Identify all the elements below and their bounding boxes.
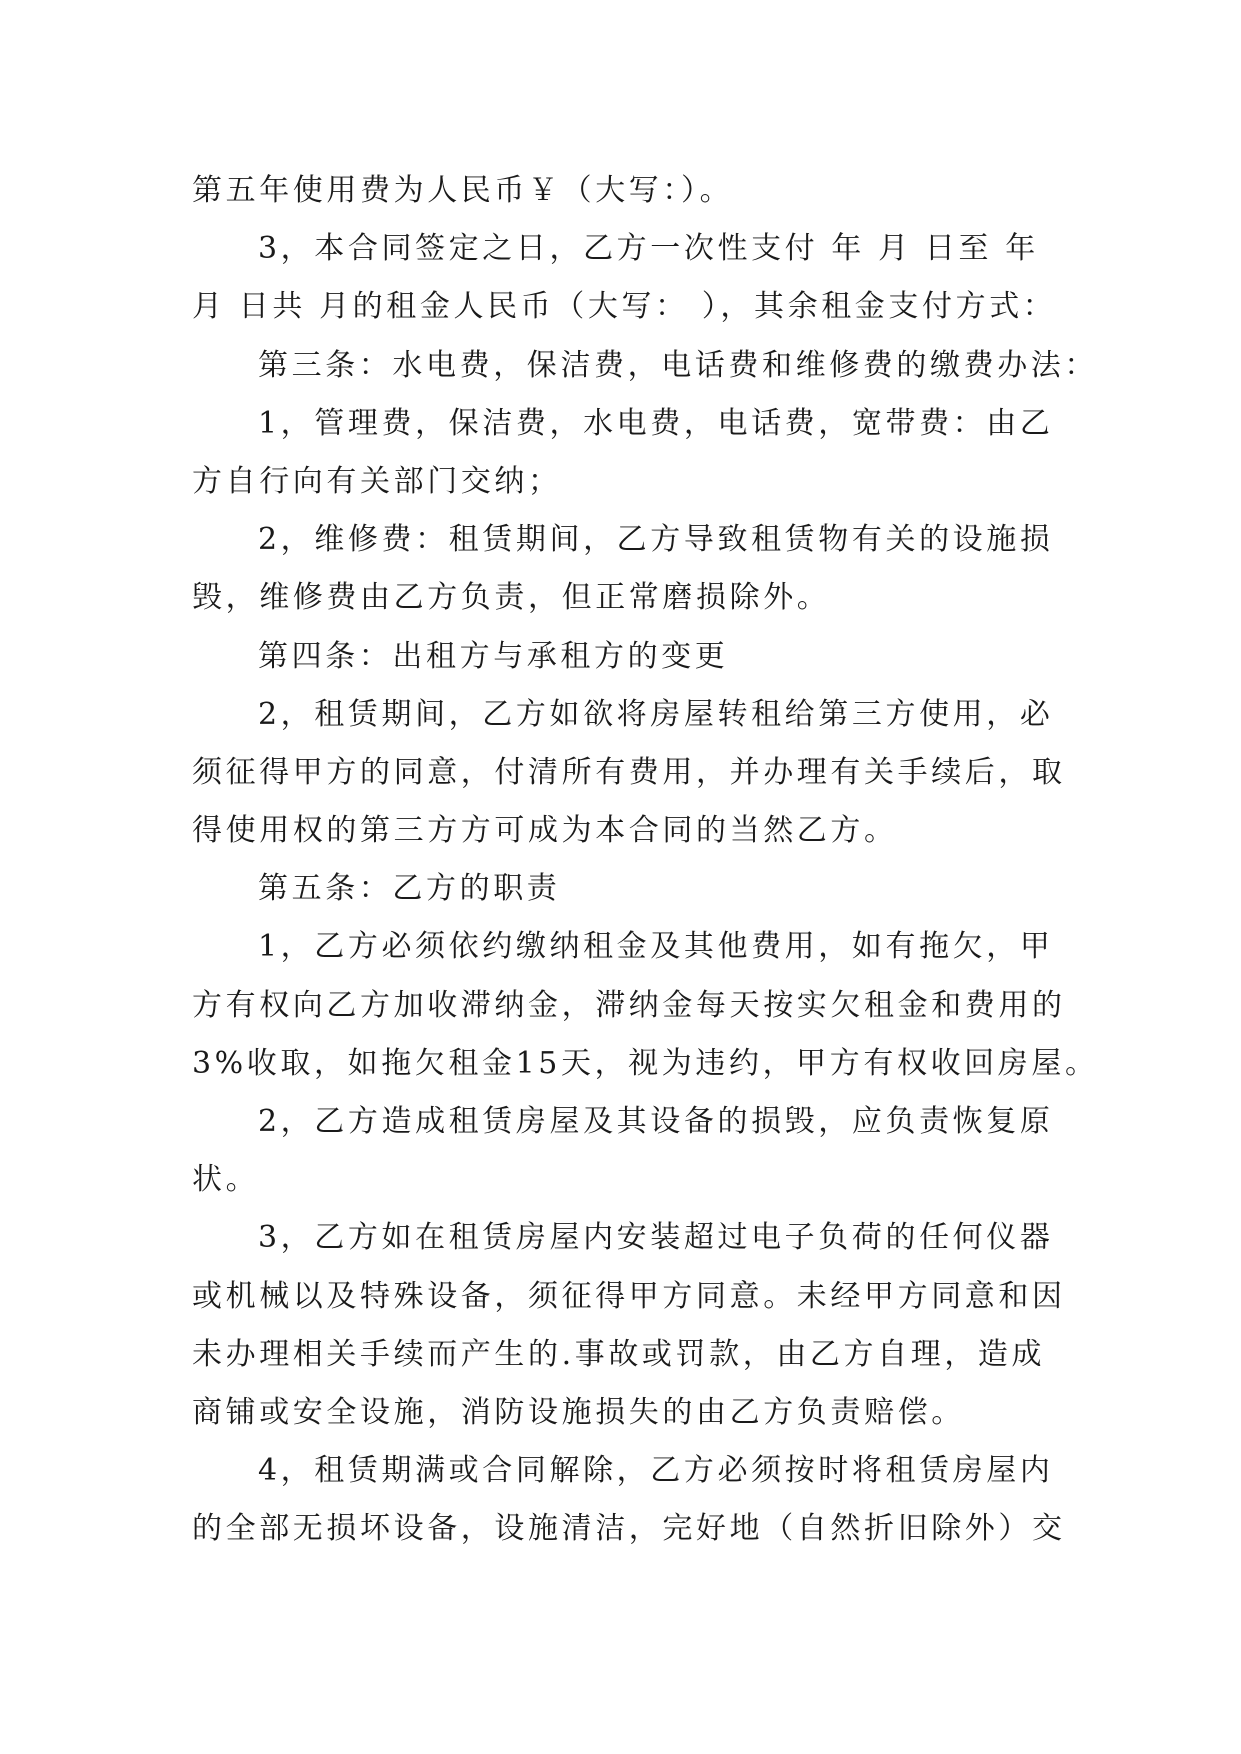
text-line: 2，租赁期间，乙方如欲将房屋转租给第三方使用，必	[258, 696, 1054, 732]
text-line: 月 日共 月的租金人民币（大写： ），其余租金支付方式：	[192, 289, 1057, 325]
document-body	[192, 162, 1099, 1559]
text-line: 状。	[192, 1162, 260, 1198]
text-line: 或机械以及特殊设备，须征得甲方同意。未经甲方同意和因	[192, 1278, 1066, 1314]
text-line: 第五年使用费为人民币￥（大写：）。	[192, 173, 734, 208]
text-line: 毁，维修费由乙方负责，但正常磨损除外。	[192, 580, 831, 616]
text-line: 3%收取，如拖欠租金15天，视为违约，甲方有权收回房屋。	[192, 1045, 1099, 1081]
text-line: 2，维修费：租赁期间，乙方导致租赁物有关的设施损	[258, 522, 1054, 558]
text-line: 的全部无损坏设备，设施清洁，完好地（自然折旧除外）交	[192, 1511, 1066, 1547]
section-heading: 第五条：乙方的职责	[258, 871, 561, 907]
text-line: 商铺或安全设施，消防设施损失的由乙方负责赔偿。	[192, 1394, 965, 1430]
section-heading: 第四条：出租方与承租方的变更	[258, 638, 729, 674]
text-line: 3，本合同签定之日，乙方一次性支付 年 月 日至 年	[258, 231, 1039, 267]
text-line: 方有权向乙方加收滞纳金，滞纳金每天按实欠租金和费用的	[192, 987, 1066, 1023]
text-line: 须征得甲方的同意，付清所有费用，并办理有关手续后，取	[192, 754, 1066, 790]
text-line: 未办理相关手续而产生的.事故或罚款，由乙方自理，造成	[192, 1336, 1046, 1372]
text-line: 得使用权的第三方方可成为本合同的当然乙方。	[192, 813, 898, 849]
text-line: 1，乙方必须依约缴纳租金及其他费用，如有拖欠，甲	[258, 929, 1054, 965]
text-line: 4，租赁期满或合同解除，乙方必须按时将租赁房屋内	[258, 1453, 1054, 1489]
text-line: 1，管理费，保洁费，水电费，电话费，宽带费：由乙	[258, 405, 1054, 441]
text-line: 2，乙方造成租赁房屋及其设备的损毁，应负责恢复原	[258, 1104, 1054, 1139]
text-line: 方自行向有关部门交纳；	[192, 463, 562, 499]
section-heading: 第三条：水电费，保洁费，电话费和维修费的缴费办法：	[258, 347, 1098, 383]
text-line: 3，乙方如在租赁房屋内安装超过电子负荷的任何仪器	[258, 1220, 1054, 1256]
